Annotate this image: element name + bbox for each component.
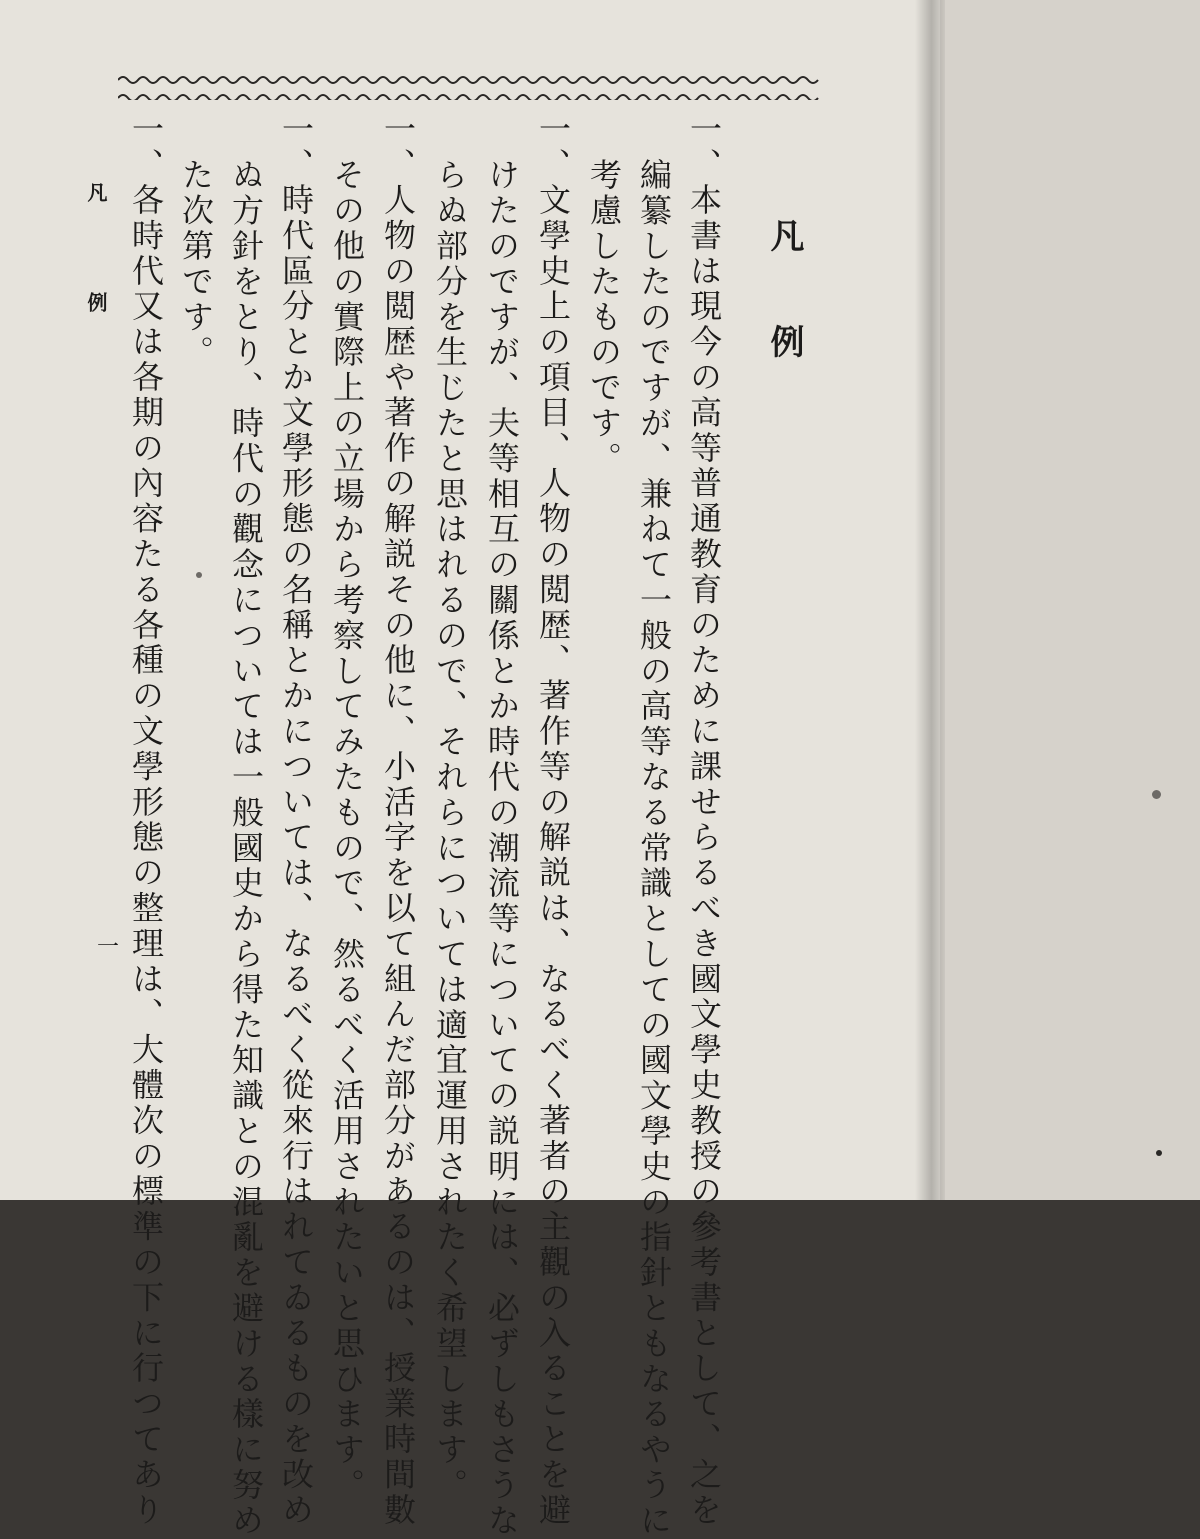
running-header: 凡例 [84, 182, 108, 402]
book-gutter [915, 0, 945, 1200]
text-column: 編纂したのですが、兼ねて一般の高等なる常識としての國文學史の指針ともなるやうに [635, 158, 673, 1539]
text-column: 一、本書は現今の高等普通教育のために課せらるべき國文學史教授の參考書として、之を [685, 112, 723, 1528]
text-column: らぬ部分を生じたと思はれるので、それらについては適宜運用されたく希望します。 [431, 158, 469, 1504]
text-column: 考慮したものです。 [585, 158, 623, 477]
book-page-right [940, 0, 1200, 1200]
paper-speck [196, 572, 202, 578]
text-column: 一、文學史上の項目、人物の閲歴、著作等の解説は、なるべく著者の主觀の入ることを避 [534, 112, 572, 1528]
page-number: 一 [97, 935, 120, 960]
text-column: その他の實際上の立場から考察してみたもので、然るべく活用されたいと思ひます。 [328, 158, 366, 1504]
text-column: ぬ方針をとり、時代の觀念については一般國史から得た知識との混亂を避ける樣に努め [227, 158, 265, 1539]
text-column: 一、各時代又は各期の內容たる各種の文學形態の整理は、大體次の標準の下に行つてあり [127, 112, 165, 1528]
text-column: 一、時代區分とか文學形態の名稱とかについては、なるべく從來行はれてゐるものを改め [277, 112, 315, 1528]
paper-speck [1156, 1150, 1162, 1156]
wavy-rule [118, 72, 823, 100]
text-column: た次第です。 [177, 158, 215, 371]
page-title: 凡例 [764, 218, 804, 430]
text-column: けたのですが、夫等相互の關係とか時代の潮流等についての説明には、必ずしもさうな [483, 158, 521, 1539]
paper-speck [1152, 790, 1161, 799]
text-column: 一、人物の閲歴や著作の解説その他に、小活字を以て組んだ部分があるのは、授業時間數 [379, 112, 417, 1528]
